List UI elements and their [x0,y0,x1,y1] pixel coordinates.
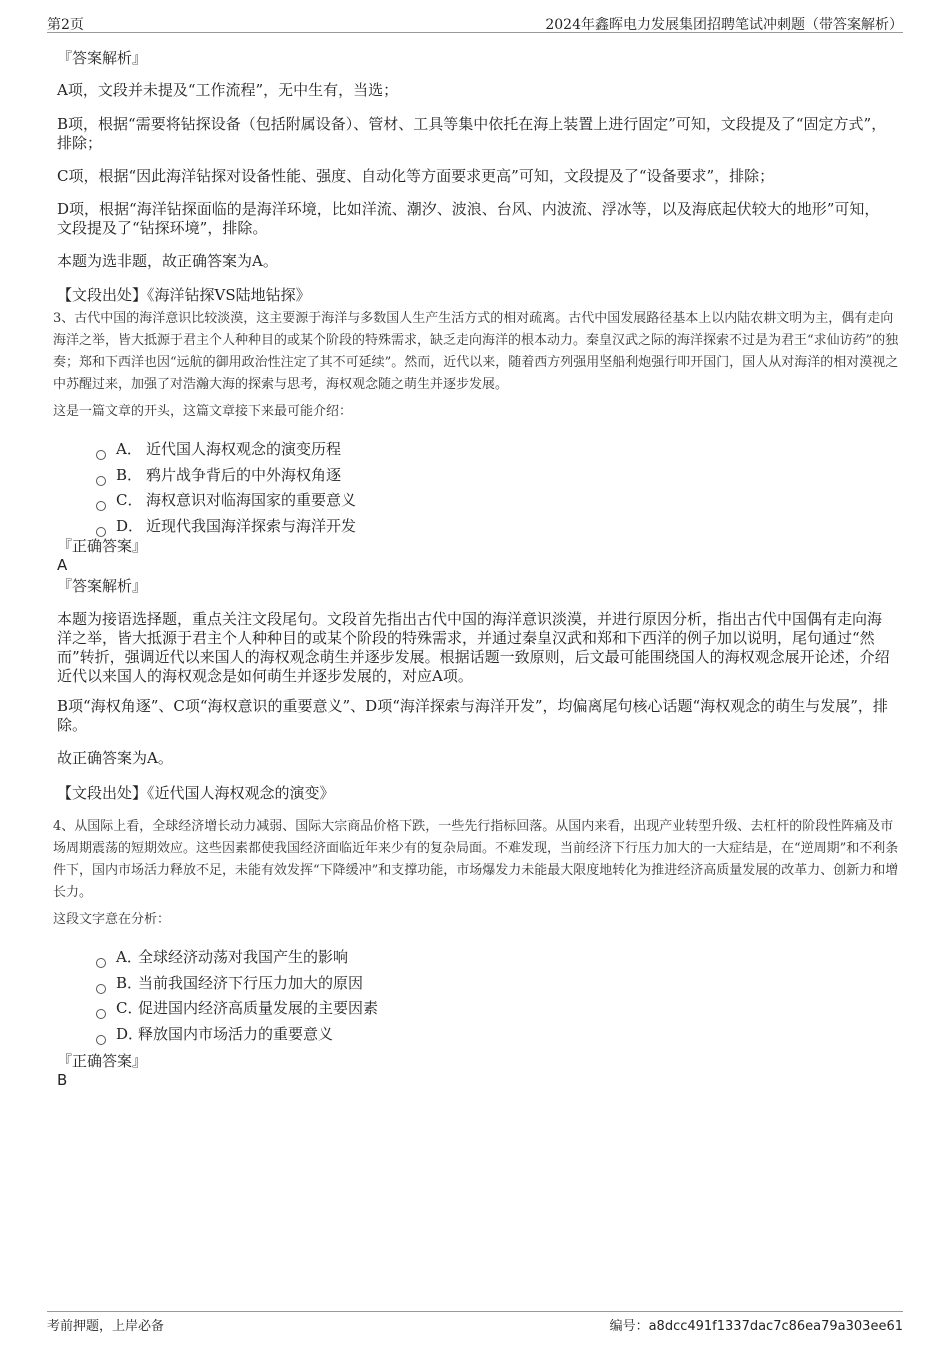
radio-icon[interactable] [96,958,106,968]
q3-analysis-label: 『答案解析』 [57,577,148,595]
footer-slogan: 考前押题，上岸必备 [47,1319,165,1334]
q3-answer: A [57,556,68,574]
q4-option-a[interactable]: A．全球经济动荡对我国产生的影响 [96,947,348,968]
q3-option-c[interactable]: C． 海权意识对临海国家的重要意义 [96,490,356,511]
radio-icon[interactable] [96,476,106,486]
option-text: 鸦片战争背后的中外海权角逐 [146,466,342,484]
q4-answer: B [57,1071,68,1089]
q3-analysis-others: B项“海权角逐”、C项“海权意识的重要意义”、D项“海洋探索与海洋开发”，均偏离尾句核心话题“海权观念的萌生与发展”，排除。 [57,697,888,734]
q4-option-b[interactable]: B．当前我国经济下行压力加大的原因 [96,973,363,994]
radio-icon[interactable] [96,450,106,460]
option-text: 海权意识对临海国家的重要意义 [146,491,357,509]
radio-icon[interactable] [96,501,106,511]
radio-icon[interactable] [96,984,106,994]
q4-stem: 4、从国际上看，全球经济增长动力减弱、国际大宗商品价格下跌，一些先行指标回落。从国内来看，出现产业转型升级、去杠杆的阶段性阵痛及市场周期震荡的短期效应。这些因素都使我国经济面临近年来少有的复杂局面。不难发现，当前经济下行压力加大的一大症结是，在“逆周期”和不利条件下，国内市场活力释放不足，未能有效发挥“下降缓冲”和支撑功能，市场爆发力未能最大限度地转化为推进经济高质量发展的改革力、创新力和增长力。 [53,819,899,900]
q3-analysis-main: 本题为接语选择题，重点关注文段尾句。文段首先指出古代中国的海洋意识淡漠，并进行原因分析，指出古代中国偶有走向海洋之举，皆大抵源于君主个人种种目的或某个阶段的特殊需求，并通过秦皇汉武和郑和下西洋的例子加以说明，尾句通过“然而”转折，强调近代以来国人的海权观念萌生并逐步发展。根据话题一致原则，后文最可能围绕国人的海权观念展开论述，介绍近代以来国人的海权观念是如何萌生并逐步发展的，对应A项。 [57,610,890,685]
q3-stem: 3、古代中国的海洋意识比较淡漠，这主要源于海洋与多数国人生产生活方式的相对疏离。古代中国发展路径基本上以内陆农耕文明为主，偶有走向海洋之举，皆大抵源于君主个人种种目的或某个阶段的特殊需求，缺乏走向海洋的根本动力。秦皇汉武之际的海洋探索不过是为君王“求仙访药”的独奏；郑和下西洋也因“远航的御用政治性注定了其不可延续”。然而，近代以来，随着西方列强用坚船利炮强行叩开国门，国人从对海洋的相对漠视之中苏醒过来，加强了对浩瀚大海的探索与思考，海权观念随之萌生并逐步发展。 [53,311,899,392]
option-text: 近代国人海权观念的演变历程 [146,440,342,458]
q4-option-d[interactable]: D．释放国内市场活力的重要意义 [96,1024,333,1045]
q3-conclusion: 故正确答案为A。 [57,749,173,767]
q3-source: 【文段出处】《近代国人海权观念的演变》 [57,784,335,802]
document-title: 2024年鑫晖电力发展集团招聘笔试冲刺题（带答案解析） [545,17,903,33]
q3-option-b[interactable]: B． 鸦片战争背后的中外海权角逐 [96,465,341,486]
radio-icon[interactable] [96,1035,106,1045]
q4-option-c[interactable]: C．促进国内经济高质量发展的主要因素 [96,998,378,1019]
q3-option-a[interactable]: A． 近代国人海权观念的演变历程 [96,439,341,460]
option-text: 当前我国经济下行压力加大的原因 [138,974,364,992]
q2-analysis-label: 『答案解析』 [57,49,148,67]
q4-answer-label: 『正确答案』 [57,1052,148,1070]
option-text: 促进国内经济高质量发展的主要因素 [138,999,379,1017]
page-number: 第2页 [47,17,84,33]
radio-icon[interactable] [96,1009,106,1019]
q4-question: 这段文字意在分析： [53,912,171,927]
q2-analysis-a: A项，文段并未提及“工作流程”，无中生有，当选； [57,81,399,99]
q3-answer-label: 『正确答案』 [57,537,148,555]
q2-analysis-b: B项，根据“需要将钻探设备（包括附属设备）、管材、工具等集中依托在海上装置上进行固定”可知，文段提及了“固定方式”，排除； [57,115,887,152]
q3-option-d[interactable]: D． 近现代我国海洋探索与海洋开发 [96,516,356,537]
option-text: 全球经济动荡对我国产生的影响 [138,948,349,966]
option-text: 释放国内市场活力的重要意义 [138,1025,334,1043]
q3-question: 这是一篇文章的开头，这篇文章接下来最可能介绍： [53,404,353,419]
page-header [47,12,903,33]
page-footer [47,1311,903,1338]
q2-analysis-d: D项，根据“海洋钻探面临的是海洋环境，比如洋流、潮汐、波浪、台风、内波流、浮冰等，以及海底起伏较大的地形”可知，文段提及了“钻探环境”，排除。 [57,200,880,237]
document-code: 编号：a8dcc491f1337dac7c86ea79a303ee61 [609,1319,903,1334]
q2-analysis-c: C项，根据“因此海洋钻探对设备性能、强度、自动化等方面要求更高”可知，文段提及了“设备要求”，排除； [57,167,775,185]
q2-source: 【文段出处】《海洋钻探VS陆地钻探》 [57,286,311,304]
q2-conclusion: 本题为选非题，故正确答案为A。 [57,252,278,270]
option-text: 近现代我国海洋探索与海洋开发 [146,517,357,535]
